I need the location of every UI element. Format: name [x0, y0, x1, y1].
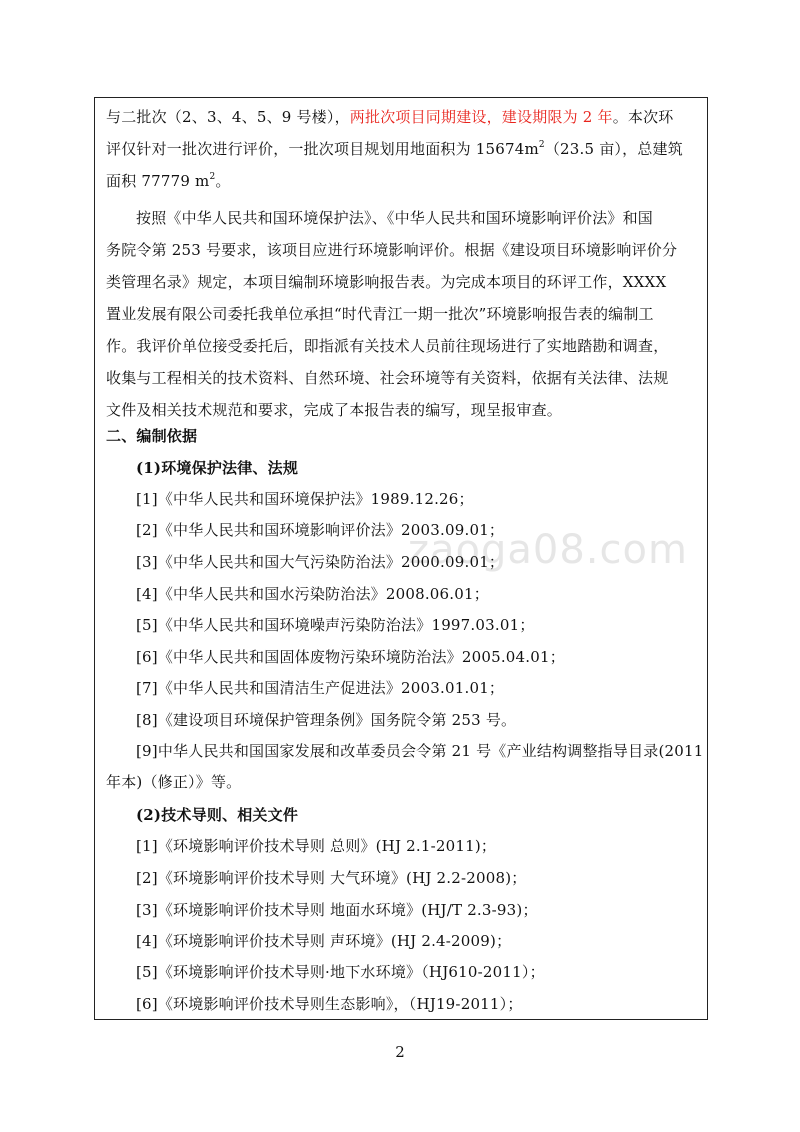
guide-item: [5]《环境影响评价技术导则·地下水环境》（HJ610-2011）； — [136, 963, 545, 981]
guide-item: [4]《环境影响评价技术导则 声环境》(HJ 2.4-2009)； — [136, 932, 512, 950]
intro-line-3-end: 。 — [215, 172, 231, 190]
construction-period-highlight: 两批次项目同期建设，建设期限为 2 年 — [349, 108, 613, 126]
paragraph-line: 文件及相关技术规范和要求，完成了本报告表的编写，现呈报审查。 — [106, 401, 563, 419]
intro-line-1-end: 。本次环 — [612, 108, 674, 126]
intro-line-2-start: 评仅针对一批次进行评价，一批次项目规划用地面积为 15674m — [106, 140, 539, 158]
guide-item: [2]《环境影响评价技术导则 大气环境》(HJ 2.2-2008)； — [136, 869, 527, 887]
intro-line-2-end: （23.5 亩），总建筑 — [544, 140, 683, 158]
paragraph-line: 置业发展有限公司委托我单位承担“时代青江一期一批次”环境影响报告表的编制工 — [106, 305, 654, 323]
law-item: [8]《建设项目环境保护管理条例》国务院令第 253 号。 — [136, 711, 517, 729]
guides-heading: (2)技术导则、相关文件 — [136, 806, 299, 824]
intro-line-1 — [106, 107, 674, 127]
law-item: [2]《中华人民共和国环境影响评价法》2003.09.01； — [136, 521, 505, 539]
law-item: [4]《中华人民共和国水污染防治法》2008.06.01； — [136, 585, 489, 603]
superscript-2: 2 — [209, 172, 216, 182]
paragraph-line: 按照《中华人民共和国环境保护法》、《中华人民共和国环境影响评价法》和国 — [136, 209, 654, 227]
guide-item: [1]《环境影响评价技术导则 总则》(HJ 2.1-2011)； — [136, 837, 497, 855]
paragraph-line: 类管理名录》规定，本项目编制环境影响报告表。为完成本项目的环评工作，XXXX — [106, 273, 667, 291]
paragraph-line: 作。我评价单位接受委托后，即指派有关技术人员前往现场进行了实地踏勘和调查， — [106, 337, 669, 355]
paragraph-line: 务院令第 253 号要求，该项目应进行环境影响评价。根据《建设项目环境影响评价分 — [106, 241, 678, 259]
law-item: [3]《中华人民共和国大气污染防治法》2000.09.01； — [136, 553, 505, 571]
section-heading: 二、编制依据 — [106, 427, 198, 445]
law-item: [7]《中华人民共和国清洁生产促进法》2003.01.01； — [136, 679, 505, 697]
law-item: [9]中华人民共和国国家发展和改革委员会令第 21 号《产业结构调整指导目录(2011 — [136, 742, 704, 760]
law-item: [6]《中华人民共和国固体废物污染环境防治法》2005.04.01； — [136, 648, 565, 666]
superscript-2: 2 — [538, 140, 545, 150]
intro-line-3 — [106, 171, 231, 191]
paragraph-line: 收集与工程相关的技术资料、自然环境、社会环境等有关资料，依据有关法律、法规 — [106, 369, 669, 387]
page-number: 2 — [395, 1043, 405, 1061]
law-item: [1]《中华人民共和国环境保护法》1989.12.26； — [136, 490, 474, 508]
laws-heading: (1)环境保护法律、法规 — [136, 459, 299, 477]
law-item-continuation: 年本)（修正）》等。 — [106, 773, 242, 791]
watermark: zaoga08.com — [408, 527, 688, 573]
intro-line-2 — [106, 139, 683, 159]
guide-item: [6]《环境影响评价技术导则生态影响》，（HJ19-2011）； — [136, 995, 523, 1013]
intro-line-1-start: 与二批次（2、3、4、5、9 号楼）， — [106, 108, 350, 126]
law-item: [5]《中华人民共和国环境噪声污染防治法》1997.03.01； — [136, 616, 535, 634]
guide-item: [3]《环境影响评价技术导则 地面水环境》(HJ/T 2.3-93)； — [136, 901, 538, 919]
intro-line-3-start: 面积 77779 m — [106, 172, 210, 190]
